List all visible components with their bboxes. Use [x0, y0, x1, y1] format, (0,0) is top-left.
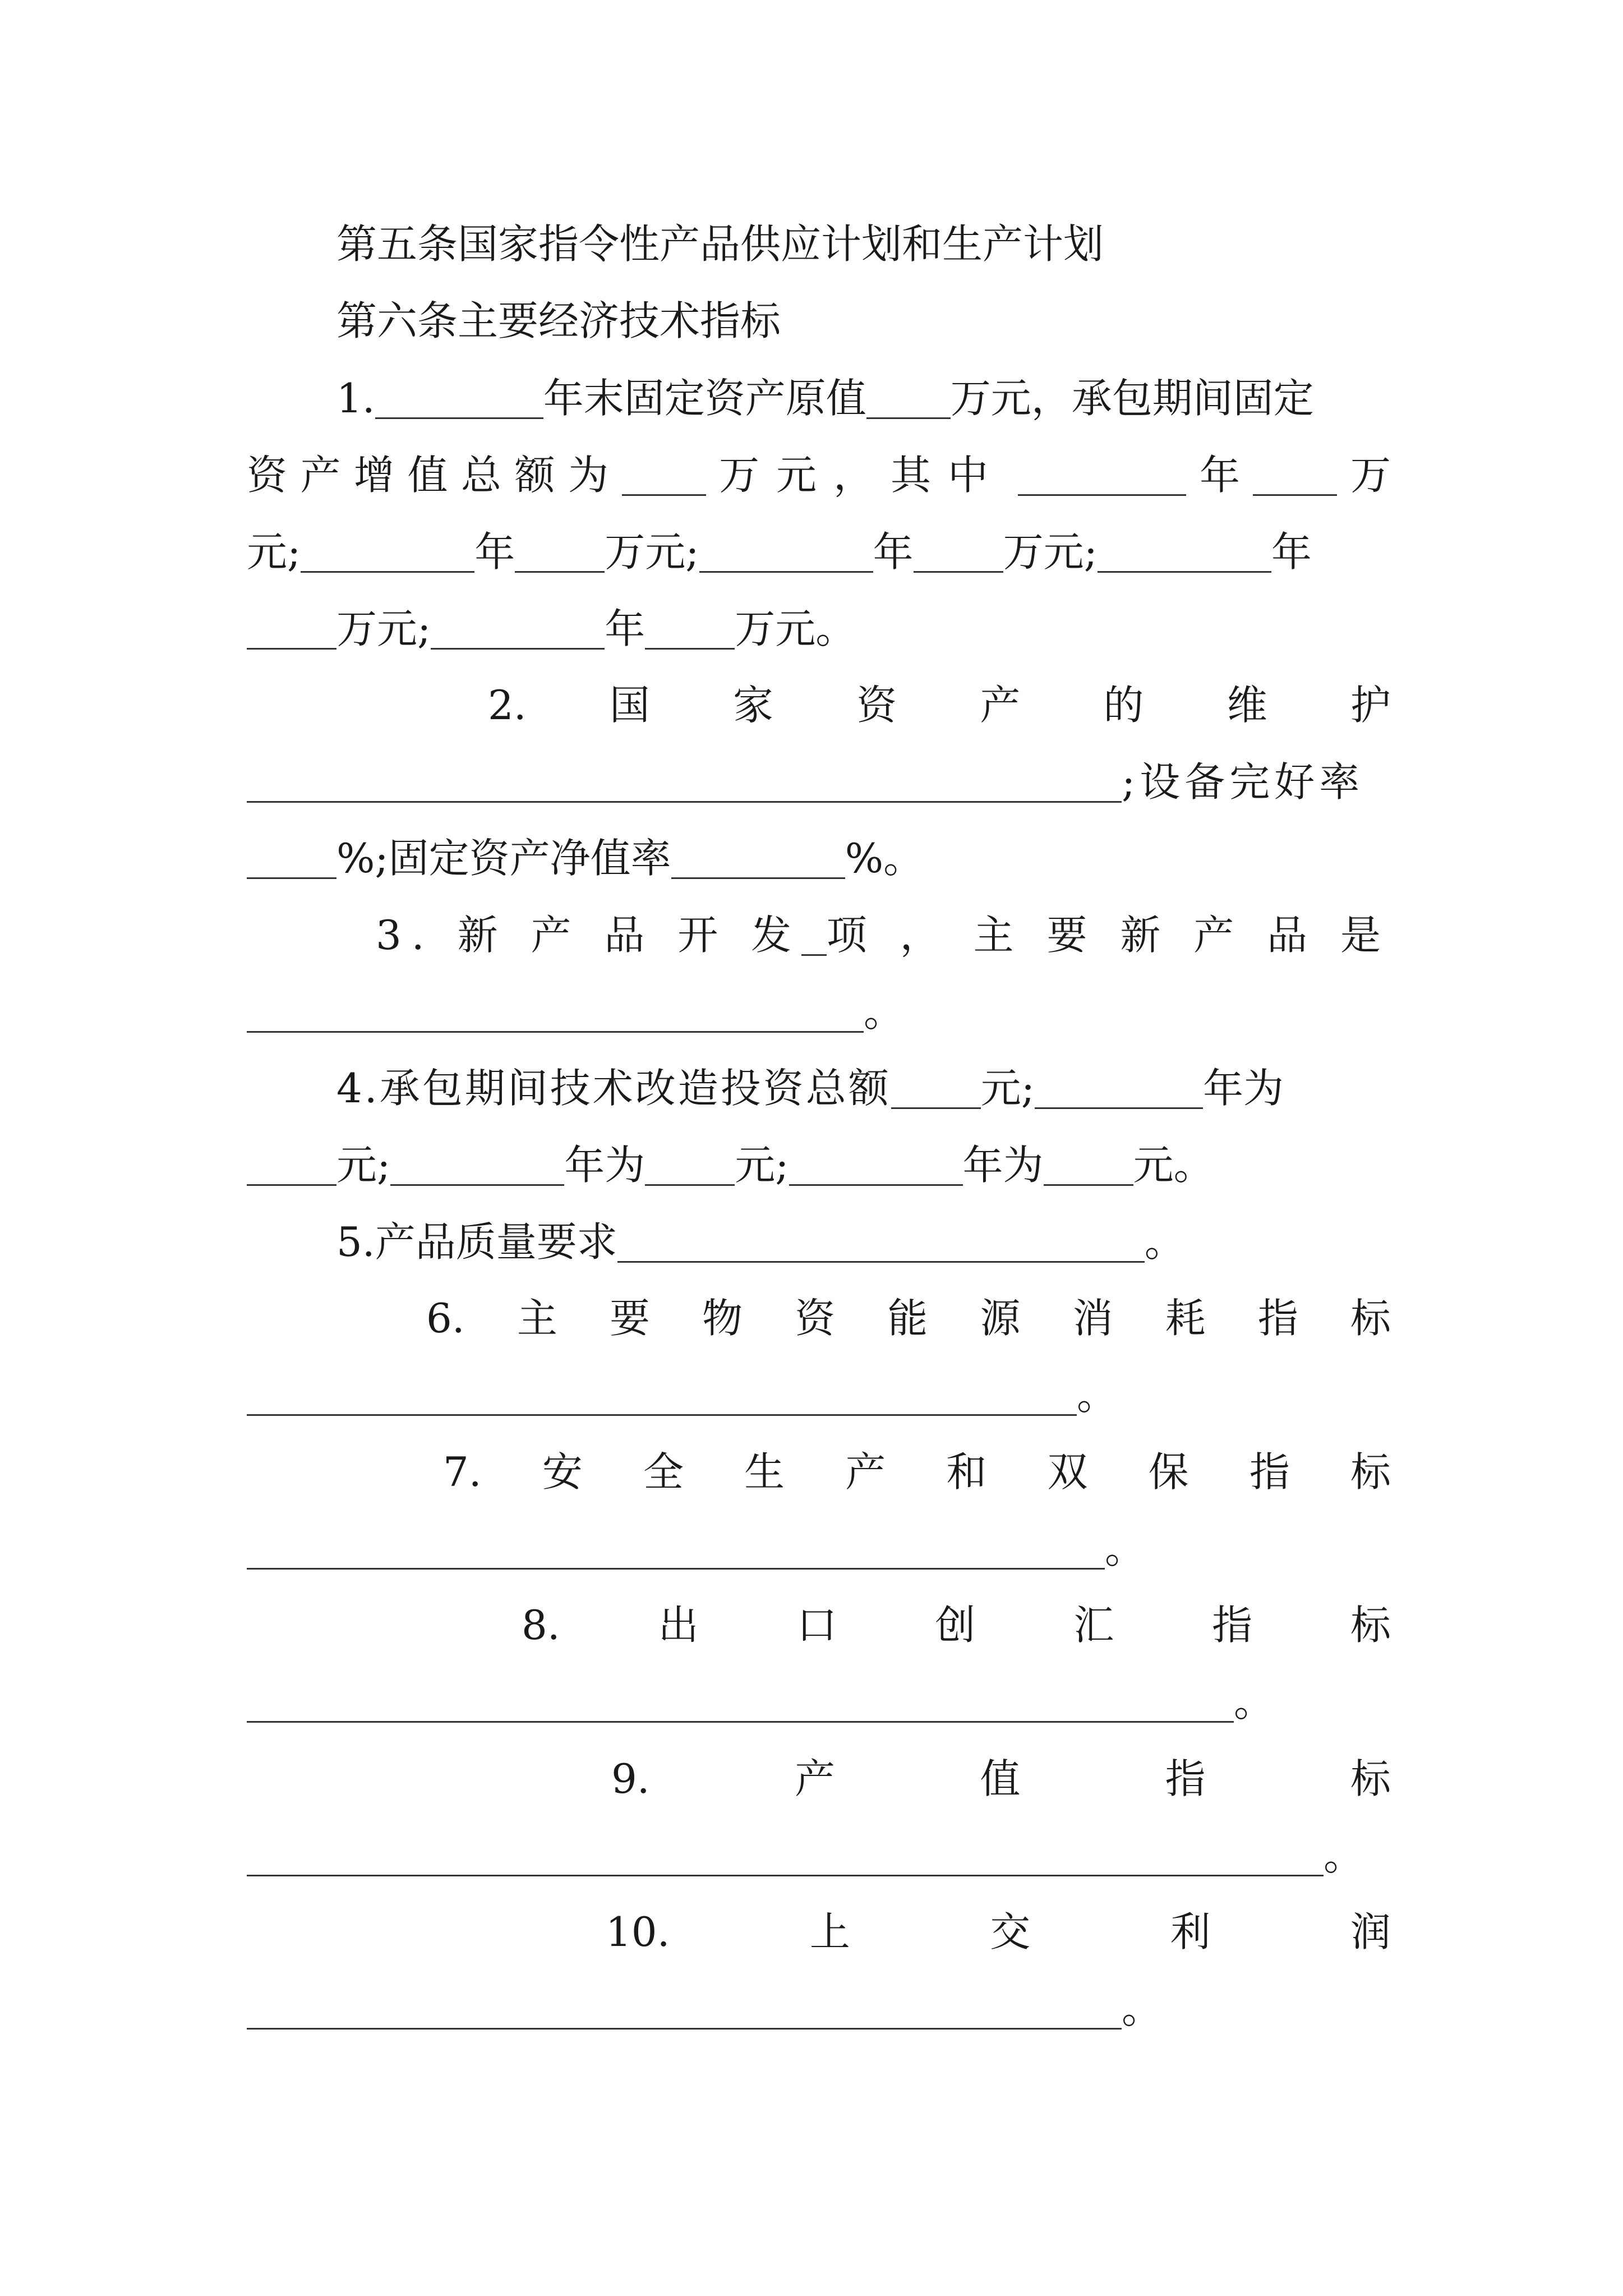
- item-8-line-1: 8. 出 口 创 汇 指 标: [522, 1602, 1391, 1649]
- item-8-line-2: 。: [247, 1674, 1391, 1730]
- blank-field[interactable]: [390, 1144, 564, 1186]
- clause-5-heading: 第五条国家指令性产品供应计划和生产计划: [336, 220, 1104, 268]
- blank-field[interactable]: [247, 1374, 1077, 1416]
- blank-field[interactable]: [1035, 1067, 1203, 1109]
- item-3-line-1: 3. 新 产 品 开 发 项 ， 主 要 新 产 品 是: [376, 912, 1391, 959]
- item-7-line-2: 。: [247, 1521, 1391, 1577]
- blank-field[interactable]: [699, 531, 873, 573]
- item-6-line-1: 6. 主 要 物 资 能 源 消 耗 指 标: [426, 1295, 1391, 1342]
- blank-field[interactable]: [645, 1144, 735, 1186]
- item-2-line-1: 2. 国 家 资 产 的 维 护: [488, 682, 1391, 729]
- item-1-line-4: 万元; 年 万元。: [247, 601, 1391, 657]
- item-10-line-1: 10. 上 交 利 润: [606, 1908, 1391, 1955]
- item-10-line-2: 。: [247, 1981, 1391, 2037]
- item-2-line-3: %;固定资产净值率 %。: [247, 830, 1391, 886]
- blank-field[interactable]: [375, 377, 543, 419]
- blank-field[interactable]: [247, 608, 336, 650]
- blank-field[interactable]: [1018, 454, 1186, 496]
- blank-field[interactable]: [247, 991, 864, 1033]
- blank-field[interactable]: [645, 608, 735, 650]
- blank-field[interactable]: [247, 1834, 1324, 1876]
- blank-field[interactable]: [515, 531, 605, 573]
- blank-field[interactable]: [866, 377, 951, 419]
- item-5-line: 5.产品质量要求 。: [336, 1218, 1185, 1266]
- item-4-line-1: 4.承包期间技术改造投资总额 元; 年为: [336, 1065, 1284, 1112]
- blank-field[interactable]: [671, 837, 845, 879]
- blank-field[interactable]: [801, 914, 827, 956]
- blank-field[interactable]: [247, 761, 1122, 803]
- item-2-line-2: ;设备完好率: [247, 754, 1391, 810]
- blank-field[interactable]: [1098, 531, 1271, 573]
- blank-field[interactable]: [622, 454, 706, 496]
- item-3-line-2: 。: [247, 984, 1391, 1040]
- clause-6-heading: 第六条主要经济技术指标: [336, 297, 781, 344]
- item-1-line-1: 1. 年末固定资产原值 万元，承包期间固定: [336, 375, 1314, 422]
- blank-field[interactable]: [301, 531, 474, 573]
- blank-field[interactable]: [789, 1144, 963, 1186]
- blank-field[interactable]: [1253, 454, 1337, 496]
- blank-field[interactable]: [431, 608, 605, 650]
- blank-field[interactable]: [247, 1527, 1105, 1570]
- item-1-line-3: 元; 年 万元; 年 万元; 年: [247, 528, 1312, 576]
- blank-field[interactable]: [617, 1221, 1145, 1263]
- item-9-line-2: 。: [247, 1828, 1391, 1884]
- item-6-line-2: 。: [247, 1367, 1391, 1423]
- item-1-line-2: 资 产 增 值 总 额 为 万元，其中 年 万: [247, 452, 1391, 499]
- item-4-line-2: 元; 年为 元; 年为 元。: [247, 1137, 1391, 1193]
- blank-field[interactable]: [891, 1067, 981, 1109]
- blank-field[interactable]: [247, 1144, 336, 1186]
- blank-field[interactable]: [247, 1987, 1122, 2030]
- item-9-line-1: 9. 产 值 指 标: [611, 1755, 1391, 1802]
- blank-field[interactable]: [247, 837, 336, 879]
- blank-field[interactable]: [1044, 1144, 1133, 1186]
- blank-field[interactable]: [247, 1681, 1234, 1723]
- item-7-line-1: 7. 安 全 生 产 和 双 保 指 标: [443, 1448, 1391, 1496]
- blank-field[interactable]: [914, 531, 1003, 573]
